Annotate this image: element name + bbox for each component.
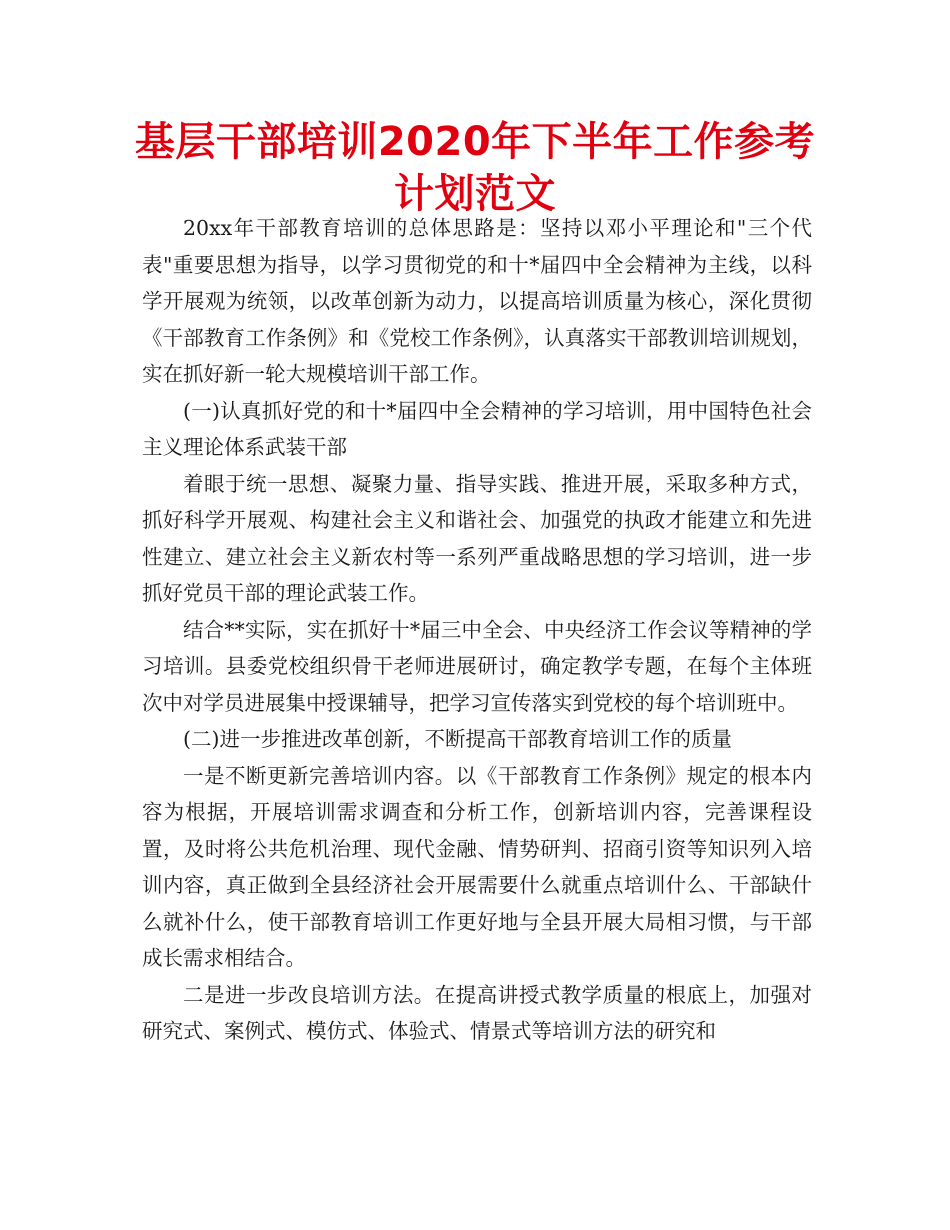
section-heading-2: (二)进一步推进改革创新，不断提高干部教育培训工作的质量 (183, 727, 732, 751)
section-heading-1: (一)认真抓好党的和十*届四中全会精神的学习培训，用中国特色社会主义理论体系武装干部 (142, 398, 812, 459)
paragraph: 一是不断更新完善培训内容。以《干部教育工作条例》规定的根本内容为根据，开展培训需求调查和分析工作，创新培训内容，完善课程设置，及时将公共危机治理、现代金融、情势研判、招商引资等知识列入培训内容，真正做到全县经济社会开展需要什么就重点培训什么、干部缺什么就补什么，使干部教育培训工作更好地与全县开展大局相习惯，与干部成长需求相结合。 (142, 763, 812, 970)
document-body (142, 210, 812, 1050)
document-title: 基层干部培训2020年下半年工作参考计划范文 (134, 119, 816, 217)
paragraph: 二是进一步改良培训方法。在提高讲授式教学质量的根底上，加强对研究式、案例式、模仿式、体验式、情景式等培训方法的研究和 (142, 982, 812, 1043)
paragraph-intro: 20xx年干部教育培训的总体思路是：坚持以邓小平理论和"三个代表"重要思想为指导，以学习贯彻党的和十*届四中全会精神为主线，以科学开展观为统领，以改革创新为动力，以提高培训质量为核心，深化贯彻《干部教育工作条例》和《党校工作条例》，认真落实干部教训培训规划，实在抓好新一轮大规模培训干部工作。 (142, 216, 812, 386)
paragraph: 着眼于统一思想、凝聚力量、指导实践、推进开展，采取多种方式，抓好科学开展观、构建社会主义和谐社会、加强党的执政才能建立和先进性建立、建立社会主义新农村等一系列严重战略思想的学习培训，进一步抓好党员干部的理论武装工作。 (142, 471, 812, 605)
paragraph: 结合**实际，实在抓好十*届三中全会、中央经济工作会议等精神的学习培训。县委党校组织骨干老师进展研讨，确定教学专题，在每个主体班次中对学员进展集中授课辅导，把学习宣传落实到党校的每个培训班中。 (142, 617, 812, 715)
